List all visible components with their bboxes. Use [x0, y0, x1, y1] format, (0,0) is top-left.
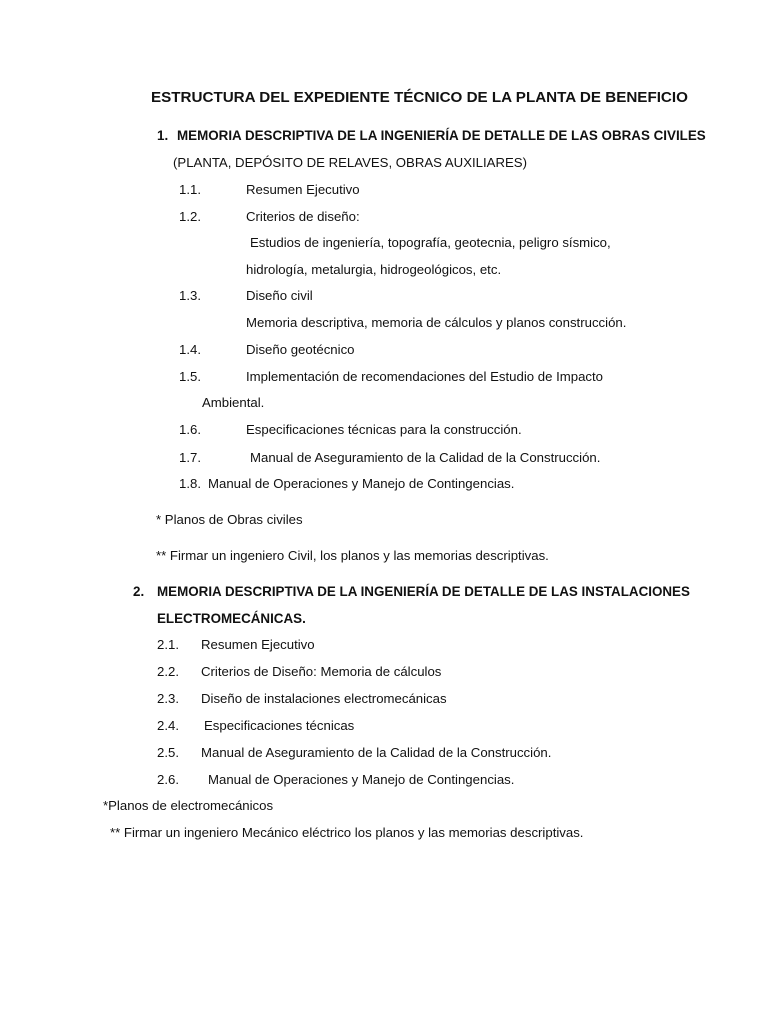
item-number: 1.2.	[179, 209, 201, 224]
item-number: 1.6.	[179, 422, 201, 437]
section-2-note-plans: *Planos de electromecánicos	[103, 798, 274, 813]
item-text: Criterios de diseño:	[246, 209, 360, 224]
item-number: 1.8.	[179, 476, 201, 491]
item-text: Manual de Operaciones y Manejo de Contingencias.	[208, 772, 515, 787]
item-number: 1.3.	[179, 288, 201, 303]
section-2-heading: MEMORIA DESCRIPTIVA DE LA INGENIERÍA DE DETALLE DE LAS INSTALACIONES	[157, 584, 690, 599]
item-text: Resumen Ejecutivo	[246, 182, 360, 197]
item-text: Diseño de instalaciones electromecánicas	[201, 691, 447, 706]
section-1-note-signature: ** Firmar un ingeniero Civil, los planos y las memorias descriptivas.	[156, 548, 549, 563]
item-number: 2.4.	[157, 718, 179, 733]
item-continuation: Ambiental.	[202, 395, 265, 410]
item-text: Especificaciones técnicas	[204, 718, 355, 733]
item-text: Manual de Aseguramiento de la Calidad de la Construcción.	[250, 450, 601, 465]
item-text: Criterios de Diseño: Memoria de cálculos	[201, 664, 442, 679]
item-number: 2.6.	[157, 772, 179, 787]
item-text: Especificaciones técnicas para la construcción.	[246, 422, 522, 437]
item-number: 2.3.	[157, 691, 179, 706]
section-2-number: 2.	[133, 584, 145, 599]
item-number: 2.5.	[157, 745, 179, 760]
item-number: 2.2.	[157, 664, 179, 679]
item-text: Manual de Aseguramiento de la Calidad de la Construcción.	[201, 745, 552, 760]
item-number: 2.1.	[157, 637, 179, 652]
section-1-note-plans: * Planos de Obras civiles	[156, 512, 303, 527]
item-detail: Estudios de ingeniería, topografía, geotecnia, peligro sísmico,	[250, 235, 611, 250]
item-number: 1.1.	[179, 182, 201, 197]
document-title: ESTRUCTURA DEL EXPEDIENTE TÉCNICO DE LA PLANTA DE BENEFICIO	[151, 89, 688, 106]
section-2-note-signature: ** Firmar un ingeniero Mecánico eléctrico los planos y las memorias descriptivas.	[110, 825, 584, 840]
item-text: Implementación de recomendaciones del Estudio de Impacto	[246, 369, 604, 384]
item-number: 1.4.	[179, 342, 201, 357]
section-1-subheading: (PLANTA, DEPÓSITO DE RELAVES, OBRAS AUXILIARES)	[173, 155, 527, 170]
section-2-heading-cont: ELECTROMECÁNICAS.	[157, 611, 306, 626]
item-detail: Memoria descriptiva, memoria de cálculos y planos construcción.	[246, 315, 627, 330]
item-detail: hidrología, metalurgia, hidrogeológicos, etc.	[246, 262, 502, 277]
item-text: Diseño civil	[246, 288, 313, 303]
item-text: Diseño geotécnico	[246, 342, 355, 357]
item-number: 1.5.	[179, 369, 201, 384]
section-1-number: 1.	[157, 128, 169, 143]
item-text: Resumen Ejecutivo	[201, 637, 315, 652]
item-number: 1.7.	[179, 450, 201, 465]
section-1-heading: MEMORIA DESCRIPTIVA DE LA INGENIERÍA DE DETALLE DE LAS OBRAS CIVILES	[177, 128, 706, 143]
item-text: Manual de Operaciones y Manejo de Contingencias.	[208, 476, 515, 491]
